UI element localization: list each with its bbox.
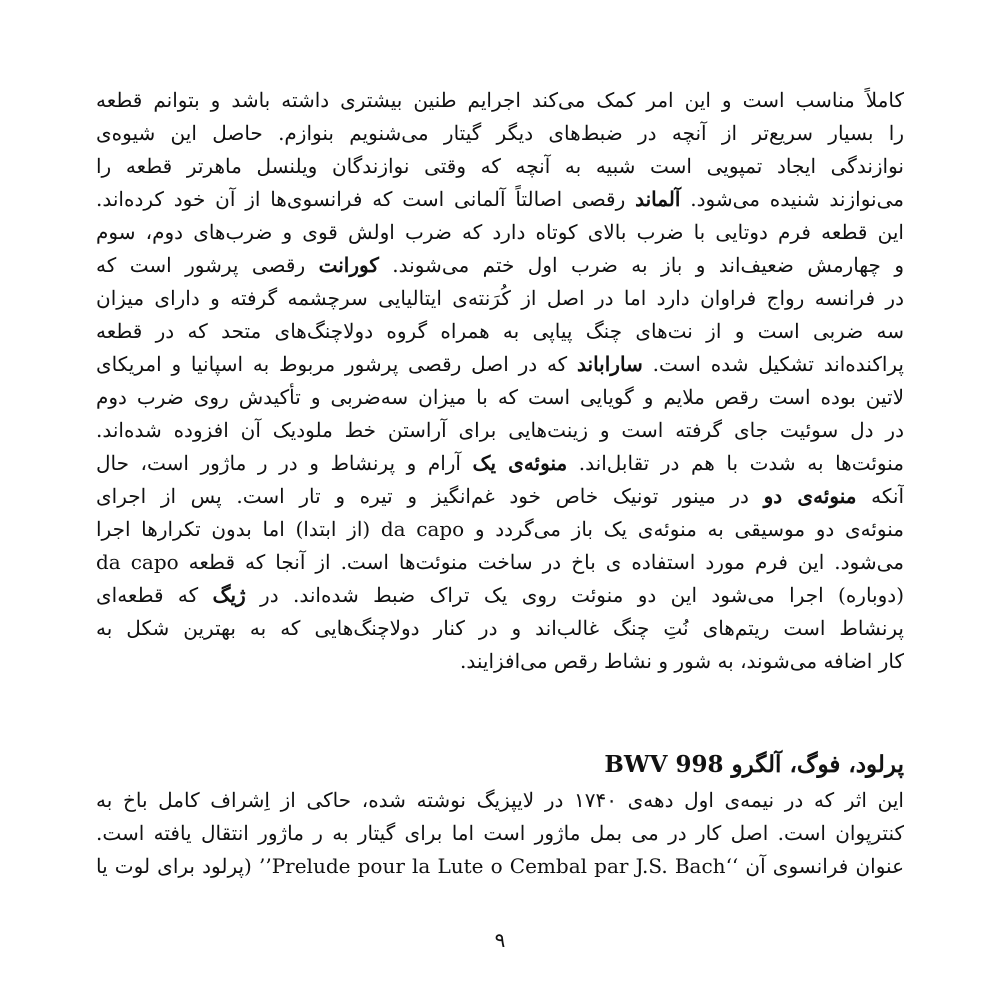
text-fragment: و چهارمش ضعیف‌اند و باز به ضرب اول ختم می‌شوند. bbox=[378, 253, 904, 277]
text-line bbox=[96, 282, 904, 315]
dance-term: آلماند bbox=[635, 187, 681, 211]
text-line bbox=[96, 579, 904, 612]
text-line bbox=[96, 216, 904, 249]
paragraph-bwv-998 bbox=[96, 784, 904, 883]
text-fragment: پرنشاط است ریتم‌های نُتِ چنگ غالب‌اند و در کنار دولاچنگ‌هایی که به بهترین شکل به bbox=[96, 616, 904, 640]
text-line bbox=[96, 546, 904, 579]
text-fragment: را بسیار سریع‌تر از آنچه در ضبط‌های دیگر گیتار می‌شنویم بنوازم. حاصل این شیوه‌ی bbox=[96, 121, 904, 145]
text-fragment: این قطعه فرم دوتایی با ضرب بالای کوتاه دارد که ضرب اولش قوی و ضرب‌های دوم، سوم bbox=[96, 220, 904, 244]
text-line bbox=[96, 249, 904, 282]
text-line bbox=[96, 850, 904, 883]
text-fragment: (دوباره) اجرا می‌شود این دو منوئت روی یک تراک ضبط شده‌اند. در bbox=[245, 583, 904, 607]
text-fragment: منوئه‌ی دو موسیقی به منوئه‌ی یک باز می‌گردد و da capo (از ابتدا) اما بدون تکرارها اجرا bbox=[96, 517, 904, 541]
text-fragment: کار اضافه می‌شوند، به شور و نشاط رقص می‌افزایند. bbox=[459, 649, 904, 673]
text-fragment: آرام و پرنشاط و در ر ماژور است، حال bbox=[96, 451, 473, 475]
dance-term: ساراباند bbox=[577, 352, 643, 376]
dance-term: منوئه‌ی یک bbox=[472, 451, 568, 475]
text-fragment: در دل سوئیت جای گرفته است و زینت‌هایی برای آراستن خط ملودیک آن افزوده شده‌اند. bbox=[96, 418, 904, 442]
text-fragment: منوئت‌ها به شدت با هم در تقابل‌اند. bbox=[567, 451, 904, 475]
section-heading: پرلود، فوگ، آلگرو BWV 998 bbox=[604, 751, 904, 778]
text-fragment: می‌شود. این فرم مورد استفاده ی باخ در ساخت منوئت‌ها است. از آنجا که قطعه da capo bbox=[96, 550, 904, 574]
text-fragment: عنوان فرانسوی آن ‘‘Prelude pour la Lute o Cembal par J.S. Bach’’ (پرلود برای لوت یا bbox=[96, 854, 904, 878]
text-fragment: که در اصل رقصی پرشور مربوط به اسپانیا و امریکای bbox=[96, 352, 577, 376]
text-fragment: در مینور تونیک خاص خود غم‌انگیز و تیره و تار است. پس از اجرای bbox=[96, 484, 764, 508]
text-line bbox=[96, 84, 904, 117]
text-fragment: سه ضربی است و از نت‌های چنگ پیاپی به همراه گروه دولاچنگ‌های متحد که در قطعه bbox=[96, 319, 904, 343]
text-fragment: رقصی پرشور است که bbox=[96, 253, 319, 277]
text-line bbox=[96, 645, 904, 678]
text-fragment: می‌نوازند شنیده می‌شود. bbox=[680, 187, 904, 211]
text-line bbox=[96, 817, 904, 850]
text-fragment: در فرانسه رواج فراوان دارد اما در اصل از کُرَنته‌ی ایتالیایی سرچشمه گرفته و دارای میزان bbox=[96, 286, 904, 310]
paragraph-dance-movements bbox=[96, 84, 904, 678]
text-line bbox=[96, 480, 904, 513]
text-fragment: لاتین بوده است رقص ملایم و گویایی است که با میزان سه‌ضربی و تأکیدش روی ضرب دوم bbox=[96, 385, 904, 409]
page-number: ۹ bbox=[494, 928, 506, 952]
text-line bbox=[96, 381, 904, 414]
text-line bbox=[96, 612, 904, 645]
text-line bbox=[96, 117, 904, 150]
text-line bbox=[96, 315, 904, 348]
text-fragment: این اثر که در نیمه‌ی اول دهه‌ی ۱۷۴۰ در لایپزیگ نوشته شده، حاکی از اِشراف کامل باخ به bbox=[96, 788, 904, 812]
text-line bbox=[96, 414, 904, 447]
dance-term: ژیگ bbox=[212, 583, 246, 607]
dance-term: کورانت bbox=[318, 253, 379, 277]
text-fragment: کاملاً مناسب است و این امر کمک می‌کند اجرایم طنین بیشتری داشته باشد و بتوانم قطعه bbox=[96, 88, 904, 112]
text-line bbox=[96, 183, 904, 216]
text-line bbox=[96, 513, 904, 546]
text-fragment: آنکه bbox=[856, 484, 904, 508]
text-fragment: پراکنده‌اند تشکیل شده است. bbox=[642, 352, 904, 376]
text-line bbox=[96, 348, 904, 381]
text-fragment: که قطعه‌ای bbox=[96, 583, 213, 607]
text-line bbox=[96, 447, 904, 480]
dance-term: منوئه‌ی دو bbox=[763, 484, 857, 508]
text-fragment: نوازندگی ایجاد تمپویی است شبیه به آنچه که وقتی نوازندگان ویلنسل ماهرتر قطعه را bbox=[96, 154, 904, 178]
text-fragment: کنترپوان است. اصل کار در می بمل ماژور است اما برای گیتار به ر ماژور انتقال یافته است. bbox=[96, 821, 904, 845]
text-line bbox=[96, 150, 904, 183]
text-line bbox=[96, 784, 904, 817]
text-fragment: رقصی اصالتاً آلمانی است که فرانسوی‌ها از آن خود کرده‌اند. bbox=[96, 187, 636, 211]
